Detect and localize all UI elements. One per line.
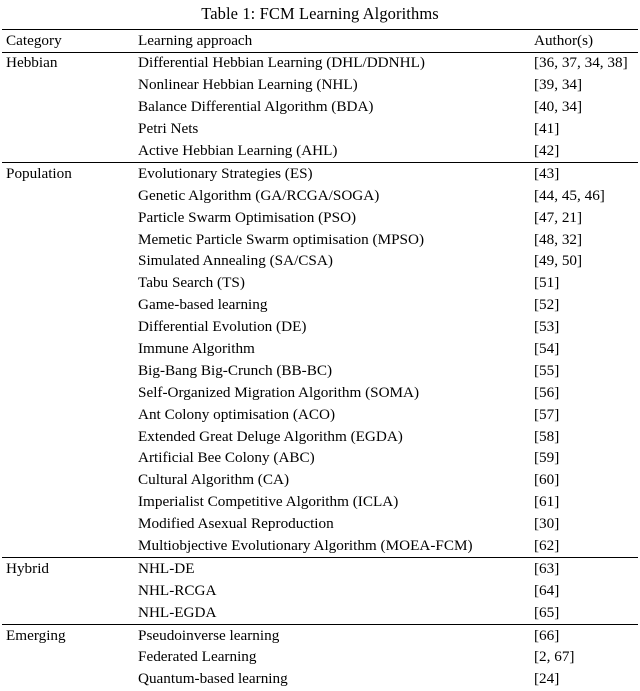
table-row xyxy=(2,185,638,207)
authors-cell: [60] xyxy=(534,471,560,489)
column-header-category: Category xyxy=(2,30,134,53)
table-row xyxy=(2,207,638,229)
table-row xyxy=(2,52,638,74)
authors-cell: [36, 37, 34, 38] xyxy=(530,52,638,74)
category-label-population: Population xyxy=(2,163,134,185)
fcm-learning-algorithms-table xyxy=(2,29,638,691)
approach-cell: Big-Bang Big-Crunch (BB-BC) xyxy=(138,361,333,379)
category-spacer xyxy=(2,426,134,448)
authors-cell: [64] xyxy=(534,581,560,599)
table-row xyxy=(2,163,638,185)
table-row xyxy=(2,535,638,557)
approach-cell: Differential Hebbian Learning (DHL/DDNHL) xyxy=(134,52,530,74)
authors-cell: [62] xyxy=(534,536,560,554)
authors-cell: [63] xyxy=(530,558,638,580)
approach-cell: Modified Asexual Reproduction xyxy=(138,515,334,533)
authors-cell: [53] xyxy=(534,318,560,336)
approach-cell: Immune Algorithm xyxy=(138,339,255,357)
authors-cell: [41] xyxy=(534,120,560,138)
authors-cell: [39, 34] xyxy=(534,76,583,94)
approach-cell: Multiobjective Evolutionary Algorithm (MOEA-FCM) xyxy=(138,536,473,554)
category-spacer xyxy=(2,535,134,557)
approach-cell: Nonlinear Hebbian Learning (NHL) xyxy=(138,76,358,94)
table-row xyxy=(2,404,638,426)
column-header-learning-approach: Learning approach xyxy=(134,30,530,53)
approach-cell: Extended Great Deluge Algorithm (EGDA) xyxy=(138,427,403,445)
authors-cell: [30] xyxy=(534,515,560,533)
approach-cell: Tabu Search (TS) xyxy=(138,274,245,292)
table-row xyxy=(2,448,638,470)
approach-cell: Simulated Annealing (SA/CSA) xyxy=(138,252,333,270)
authors-cell: [58] xyxy=(534,427,560,445)
approach-cell: Petri Nets xyxy=(138,120,199,138)
table-row xyxy=(2,75,638,97)
table-body xyxy=(2,30,638,691)
authors-cell: [59] xyxy=(534,449,560,467)
approach-cell: Artificial Bee Colony (ABC) xyxy=(138,449,315,467)
category-spacer xyxy=(2,75,134,97)
category-spacer xyxy=(2,382,134,404)
category-spacer xyxy=(2,470,134,492)
category-spacer xyxy=(2,360,134,382)
category-spacer xyxy=(2,492,134,514)
approach-cell: Quantum-based learning xyxy=(138,670,288,688)
approach-cell: Evolutionary Strategies (ES) xyxy=(134,163,530,185)
table-row xyxy=(2,229,638,251)
authors-cell: [55] xyxy=(534,361,560,379)
approach-cell: Active Hebbian Learning (AHL) xyxy=(138,141,338,159)
approach-cell: Genetic Algorithm (GA/RCGA/SOGA) xyxy=(138,186,380,204)
category-label-hebbian: Hebbian xyxy=(2,52,134,74)
table-caption: Table 1: FCM Learning Algorithms xyxy=(201,4,439,23)
category-spacer xyxy=(2,514,134,536)
approach-cell: Cultural Algorithm (CA) xyxy=(138,471,290,489)
authors-cell: [43] xyxy=(530,163,638,185)
authors-cell: [66] xyxy=(530,625,638,647)
table-row xyxy=(2,602,638,624)
category-spacer xyxy=(2,251,134,273)
approach-cell: NHL-DE xyxy=(134,558,530,580)
authors-cell: [51] xyxy=(534,274,560,292)
authors-cell: [49, 50] xyxy=(534,252,583,270)
column-header-authors: Author(s) xyxy=(530,30,638,53)
category-spacer xyxy=(2,404,134,426)
authors-cell: [2, 67] xyxy=(534,648,575,666)
table-row xyxy=(2,251,638,273)
table-row xyxy=(2,360,638,382)
table-row xyxy=(2,426,638,448)
authors-cell: [48, 32] xyxy=(534,230,583,248)
table-row xyxy=(2,580,638,602)
authors-cell: [54] xyxy=(534,339,560,357)
category-spacer xyxy=(2,185,134,207)
approach-cell: Ant Colony optimisation (ACO) xyxy=(138,405,336,423)
table-row xyxy=(2,273,638,295)
authors-cell: [47, 21] xyxy=(534,208,583,226)
authors-cell: [44, 45, 46] xyxy=(534,186,605,204)
approach-cell: Pseudoinverse learning xyxy=(134,625,530,647)
table-row xyxy=(2,558,638,580)
approach-cell: Particle Swarm Optimisation (PSO) xyxy=(138,208,357,226)
table-row xyxy=(2,669,638,691)
authors-cell: [42] xyxy=(534,141,560,159)
table-header-row xyxy=(2,30,638,53)
category-spacer xyxy=(2,580,134,602)
approach-cell: Imperialist Competitive Algorithm (ICLA) xyxy=(138,493,399,511)
table-row xyxy=(2,97,638,119)
authors-cell: [56] xyxy=(534,383,560,401)
category-spacer xyxy=(2,273,134,295)
table-row xyxy=(2,625,638,647)
authors-cell: [52] xyxy=(534,296,560,314)
authors-cell: [65] xyxy=(534,603,560,621)
category-spacer xyxy=(2,338,134,360)
authors-cell: [61] xyxy=(534,493,560,511)
authors-cell: [40, 34] xyxy=(534,98,583,116)
category-spacer xyxy=(2,448,134,470)
category-spacer xyxy=(2,669,134,691)
table-row xyxy=(2,140,638,162)
table-row xyxy=(2,514,638,536)
category-spacer xyxy=(2,295,134,317)
approach-cell: Federated Learning xyxy=(138,648,257,666)
table-row xyxy=(2,382,638,404)
table-row xyxy=(2,338,638,360)
approach-cell: Memetic Particle Swarm optimisation (MPSO) xyxy=(138,230,424,248)
category-spacer xyxy=(2,207,134,229)
category-spacer xyxy=(2,602,134,624)
approach-cell: Differential Evolution (DE) xyxy=(138,318,307,336)
category-spacer xyxy=(2,97,134,119)
category-label-hybrid: Hybrid xyxy=(2,558,134,580)
table-row xyxy=(2,119,638,141)
table-row xyxy=(2,492,638,514)
table-row xyxy=(2,317,638,339)
approach-cell: NHL-RCGA xyxy=(138,581,217,599)
approach-cell: NHL-EGDA xyxy=(138,603,217,621)
category-spacer xyxy=(2,647,134,669)
approach-cell: Self-Organized Migration Algorithm (SOMA) xyxy=(138,383,420,401)
table-row xyxy=(2,647,638,669)
category-label-emerging: Emerging xyxy=(2,625,134,647)
authors-cell: [57] xyxy=(534,405,560,423)
approach-cell: Game-based learning xyxy=(138,296,268,314)
approach-cell: Balance Differential Algorithm (BDA) xyxy=(138,98,374,116)
table-row xyxy=(2,295,638,317)
category-spacer xyxy=(2,229,134,251)
authors-cell: [24] xyxy=(534,670,560,688)
category-spacer xyxy=(2,119,134,141)
category-spacer xyxy=(2,317,134,339)
category-spacer xyxy=(2,140,134,162)
table-row xyxy=(2,470,638,492)
